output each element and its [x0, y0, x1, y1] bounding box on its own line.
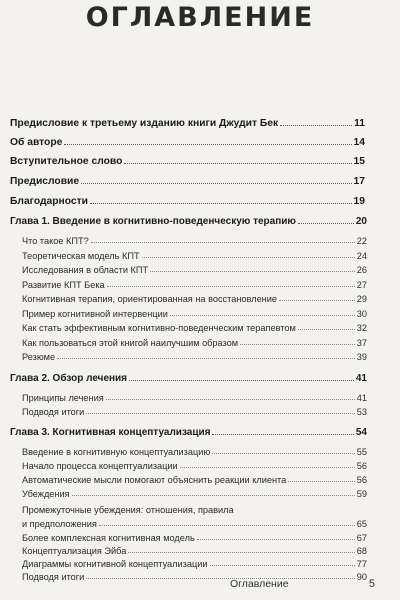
page-title: ОГЛАВЛЕНИЕ	[85, 2, 315, 33]
toc-chapter-2[interactable]	[10, 373, 367, 384]
toc-chapter-page: 54	[355, 427, 367, 438]
toc-subentry-page: 56	[356, 461, 367, 471]
leader-dots	[86, 413, 354, 414]
toc-subentry-page: 26	[356, 265, 367, 275]
toc-subentry-label: Принципы лечения	[22, 393, 104, 403]
toc-subentry-label: Что такое КПТ?	[22, 236, 89, 246]
toc-entry-page: 11	[354, 118, 365, 129]
toc-subentry-page: 30	[356, 309, 367, 319]
toc-chapter-page: 41	[355, 373, 367, 384]
toc-subentry-page: 56	[356, 475, 367, 485]
toc-entry-page: 17	[353, 176, 365, 187]
leader-dots	[124, 163, 351, 164]
toc-subentry-page: 90	[356, 572, 367, 582]
toc-subentry-page: 37	[356, 338, 367, 348]
toc-subentry-label: Начало процесса концептуализации	[22, 461, 178, 471]
toc-subentry[interactable]	[22, 533, 367, 543]
toc-subentry[interactable]	[22, 251, 367, 261]
toc-entry-label: Вступительное слово	[10, 156, 123, 167]
leader-dots	[210, 565, 355, 566]
leader-dots	[107, 286, 355, 287]
page-number: 5	[368, 578, 375, 590]
toc-subentry[interactable]	[22, 352, 367, 362]
toc-entry-acknowledgements[interactable]	[10, 196, 365, 207]
toc-subentry-label: Когнитивная терапия, ориентированная на восстановление	[22, 294, 278, 304]
toc-subentry[interactable]	[22, 546, 367, 556]
toc-subentry-label: Подводя итоги	[22, 572, 85, 582]
toc-chapter-label: Глава 2. Обзор лечения	[10, 373, 128, 384]
toc-subentry-page: 24	[356, 251, 367, 261]
toc-subentry[interactable]	[22, 323, 367, 333]
toc-subentry-label: Убеждения	[22, 489, 70, 499]
toc-subentry-page: 32	[356, 323, 367, 333]
toc-subentry-label: Развитие КПТ Бека	[22, 280, 105, 290]
toc-subentry[interactable]	[22, 309, 367, 319]
toc-entry-label: Предисловие	[10, 176, 80, 187]
leader-dots	[99, 525, 355, 526]
toc-subentry-label: и предположения	[22, 519, 97, 529]
toc-subentry-page: 53	[356, 407, 367, 417]
leader-dots	[212, 453, 354, 454]
toc-subentry-page: 22	[356, 236, 367, 246]
toc-subentry-label: Автоматические мысли помогают объяснить реакции клиента	[22, 475, 287, 485]
toc-subentry[interactable]	[22, 265, 367, 275]
leader-dots	[128, 552, 354, 553]
toc-subentry-label: Теоретическая модель КПТ	[22, 251, 140, 261]
toc-subentry[interactable]	[22, 475, 367, 485]
toc-subentry-label: Концептуализация Эйба	[22, 546, 127, 556]
toc-chapter-label: Глава 3. Когнитивная концептуализация	[10, 427, 211, 438]
leader-dots	[298, 223, 354, 224]
toc-subentry-label: Резюме	[22, 352, 56, 362]
leader-dots	[150, 271, 355, 272]
toc-subentry-multiline-first-line[interactable]: Промежуточные убеждения: отношения, правила	[22, 505, 234, 515]
toc-entry-page: 19	[353, 196, 365, 207]
leader-dots	[64, 144, 351, 145]
toc-subentry[interactable]	[22, 519, 367, 529]
toc-subentry[interactable]	[22, 407, 367, 417]
toc-subentry[interactable]	[22, 447, 367, 457]
toc-subentry[interactable]	[22, 294, 367, 304]
toc-subentry-page: 59	[356, 489, 367, 499]
leader-dots	[212, 434, 353, 435]
toc-subentry-page: 41	[356, 393, 367, 403]
leader-dots	[91, 242, 355, 243]
toc-subentry[interactable]	[22, 338, 367, 348]
leader-dots	[81, 183, 351, 184]
toc-subentry[interactable]	[22, 461, 367, 471]
toc-subentry-label: Как стать эффективным когнитивно-поведенческим терапевтом	[22, 323, 296, 333]
toc-entry-page: 15	[353, 156, 365, 167]
toc-entry-preface-third-edition[interactable]	[10, 118, 365, 129]
leader-dots	[180, 467, 355, 468]
toc-entry-page: 14	[353, 137, 365, 148]
toc-entry-label: Об авторе	[10, 137, 63, 148]
running-footer-section: Оглавление	[230, 578, 289, 590]
toc-entry-foreword[interactable]	[10, 156, 365, 167]
leader-dots	[57, 358, 355, 359]
leader-dots	[106, 399, 355, 400]
toc-subentry[interactable]	[22, 236, 367, 246]
toc-subentry-page: 68	[356, 546, 367, 556]
toc-subentry[interactable]	[22, 489, 367, 499]
toc-subentry-page: 29	[356, 294, 367, 304]
toc-chapter-3[interactable]	[10, 427, 367, 438]
toc-subentry-page: 39	[356, 352, 367, 362]
toc-subentry[interactable]	[22, 393, 367, 403]
leader-dots	[129, 380, 354, 381]
toc-subentry-page: 77	[356, 559, 367, 569]
toc-entry-preface[interactable]	[10, 176, 365, 187]
toc-subentry[interactable]	[22, 559, 367, 569]
toc-entry-label: Благодарности	[10, 196, 89, 207]
leader-dots	[279, 300, 355, 301]
leader-dots	[170, 315, 355, 316]
toc-subentry[interactable]	[22, 280, 367, 290]
leader-dots	[72, 495, 355, 496]
leader-dots	[280, 125, 352, 126]
toc-subentry-label: Как пользоваться этой книгой наилучшим образом	[22, 338, 239, 348]
toc-subentry-label: Исследования в области КПТ	[22, 265, 149, 275]
leader-dots	[197, 539, 355, 540]
toc-subentry-label: Диаграммы когнитивной концептуализации	[22, 559, 208, 569]
toc-subentry-page: 67	[356, 533, 367, 543]
leader-dots	[240, 344, 355, 345]
toc-subentry-page: 27	[356, 280, 367, 290]
toc-subentry-label: Более комплексная когнитивная модель	[22, 533, 195, 543]
leader-dots	[90, 203, 352, 204]
toc-subentry-page: 65	[356, 519, 367, 529]
toc-subentry-label: Пример когнитивной интервенции	[22, 309, 168, 319]
toc-entry-label: Предисловие к третьему изданию книги Джудит Бек	[10, 118, 279, 129]
toc-subentry-label: Введение в когнитивную концептуализацию	[22, 447, 211, 457]
leader-dots	[288, 481, 355, 482]
leader-dots	[298, 329, 355, 330]
toc-subentry-label: Подводя итоги	[22, 407, 85, 417]
page-footer	[230, 578, 375, 590]
toc-entry-about-author[interactable]	[10, 137, 365, 148]
toc-chapter-1[interactable]	[10, 216, 367, 227]
toc-chapter-label: Глава 1. Введение в когнитивно-поведенческую терапию	[10, 216, 296, 227]
leader-dots	[142, 257, 355, 258]
toc-subentry-page: 55	[356, 447, 367, 457]
toc-chapter-page: 20	[355, 216, 367, 227]
